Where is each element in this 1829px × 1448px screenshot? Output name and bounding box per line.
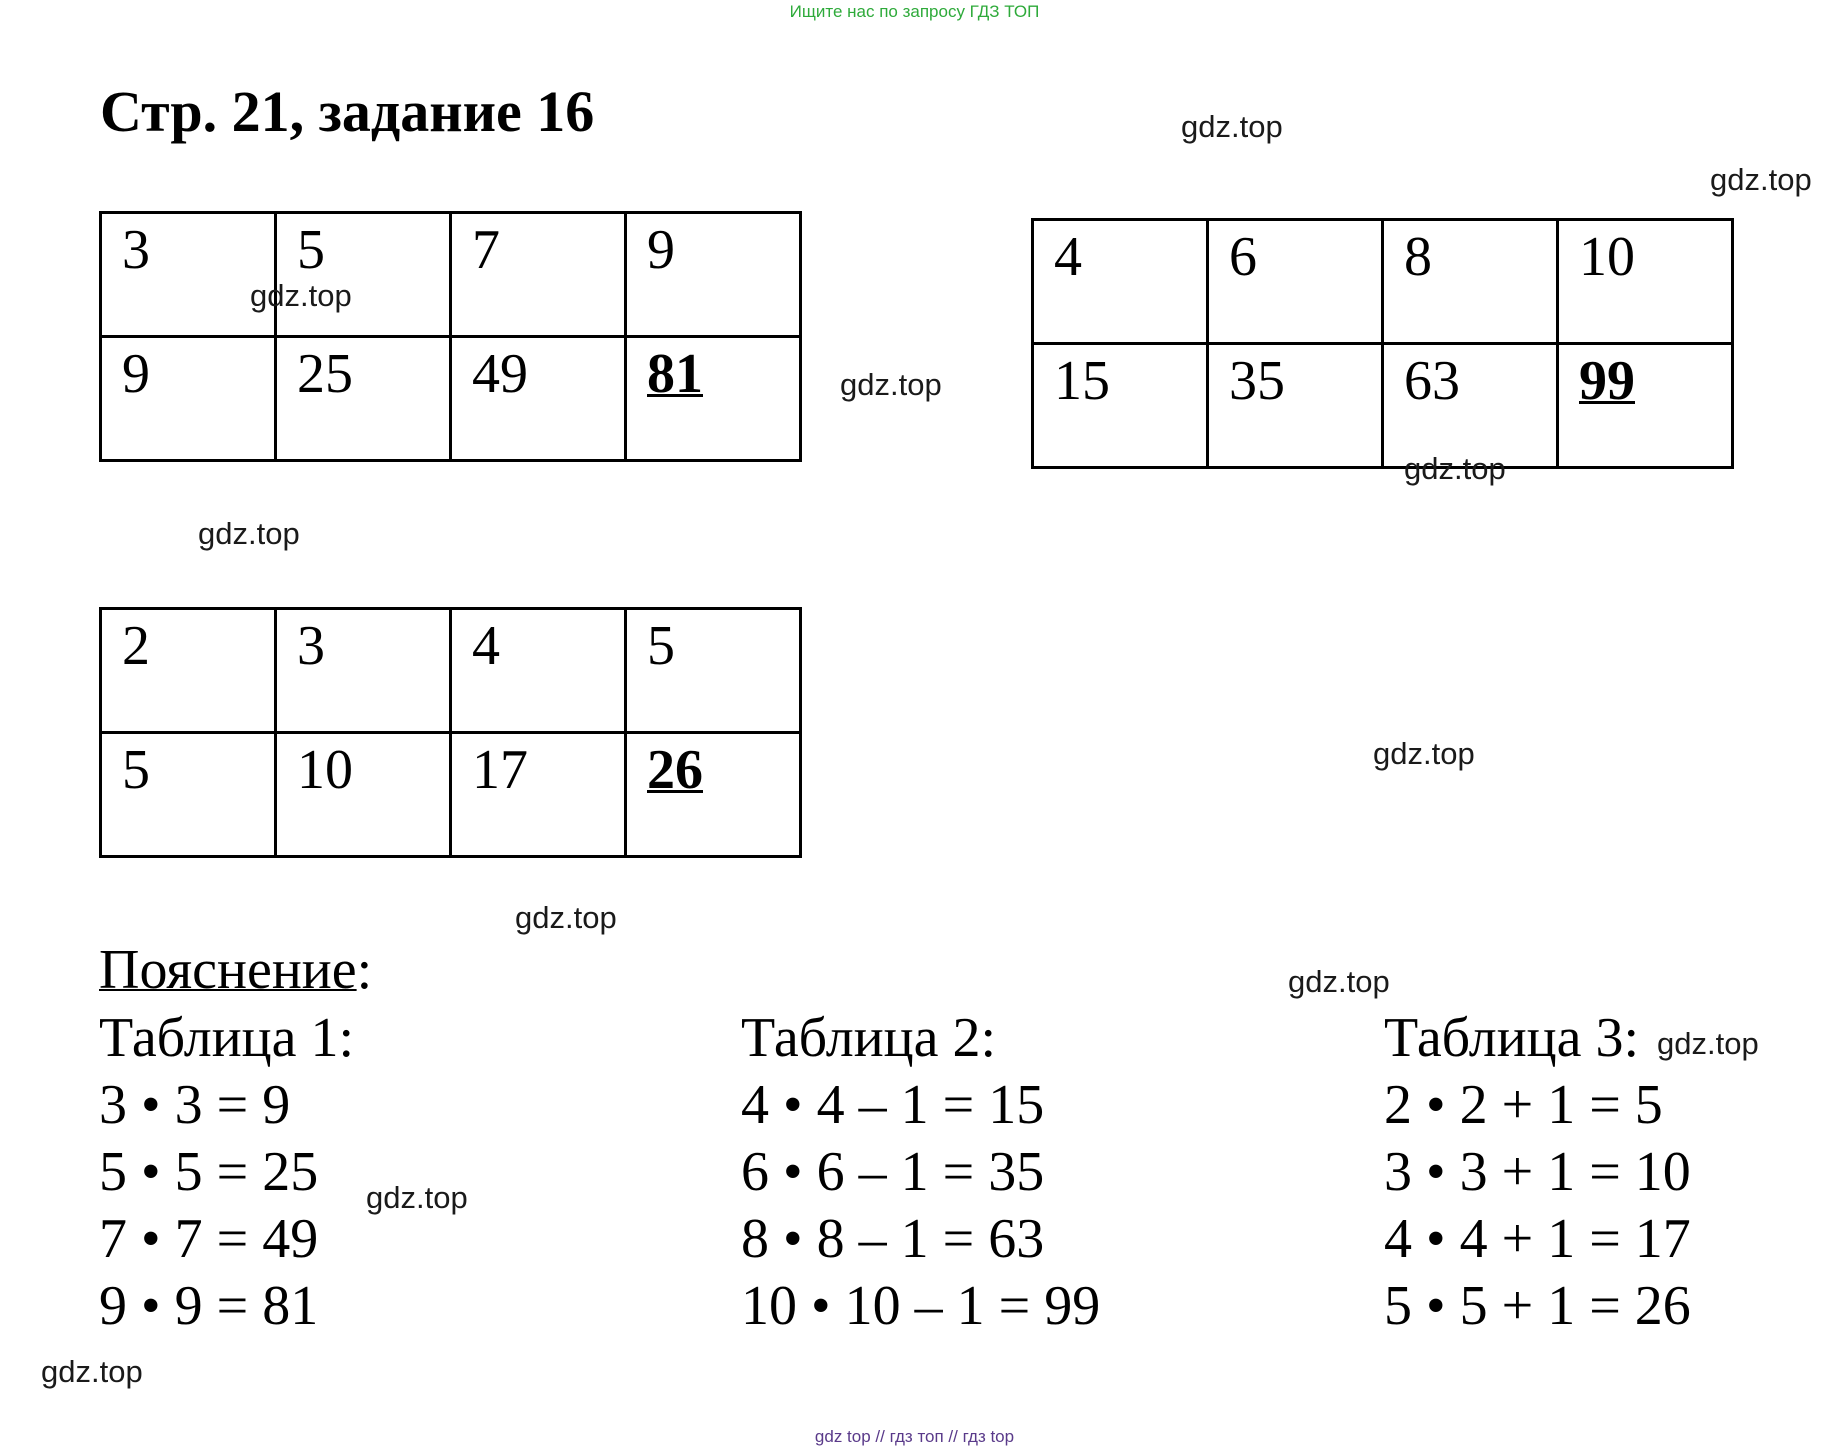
equation-line: 3 • 3 + 1 = 10 — [1384, 1141, 1691, 1203]
table-cell: 5 — [276, 213, 451, 337]
watermark: gdz.top — [41, 1354, 143, 1389]
table-cell: 25 — [276, 337, 451, 461]
table-cell: 9 — [626, 213, 801, 337]
table-row — [101, 609, 801, 733]
equation-line: 8 • 8 – 1 = 63 — [741, 1208, 1045, 1270]
watermark: gdz.top — [1710, 162, 1812, 197]
equation-line: 5 • 5 = 25 — [99, 1141, 319, 1203]
watermark: gdz.top — [1288, 964, 1390, 999]
table-row — [101, 213, 801, 337]
watermark: gdz.top — [1373, 736, 1475, 771]
table-cell: 17 — [451, 733, 626, 857]
table-cell: 3 — [276, 609, 451, 733]
column-label: Таблица 1: — [99, 1007, 355, 1069]
table-cell: 2 — [101, 609, 276, 733]
table-row — [1033, 220, 1733, 344]
answer-cell: 99 — [1558, 344, 1733, 468]
number-table-3 — [99, 607, 802, 858]
equation-line: 7 • 7 = 49 — [99, 1208, 319, 1270]
watermark: gdz.top — [1657, 1026, 1759, 1061]
watermark: gdz.top — [1181, 109, 1283, 144]
table-cell: 35 — [1208, 344, 1383, 468]
table-cell: 4 — [451, 609, 626, 733]
watermark: gdz.top — [366, 1180, 468, 1215]
table-cell: 6 — [1208, 220, 1383, 344]
table-cell: 4 — [1033, 220, 1208, 344]
watermark: gdz.top — [250, 278, 352, 313]
table-cell: 5 — [626, 609, 801, 733]
equation-line: 4 • 4 – 1 = 15 — [741, 1074, 1045, 1136]
explanation-column-3 — [1384, 1005, 1691, 1340]
table-cell: 9 — [101, 337, 276, 461]
explanation-heading-text: Пояснение — [99, 939, 357, 1001]
equation-line: 6 • 6 – 1 = 35 — [741, 1141, 1045, 1203]
table-cell: 3 — [101, 213, 276, 337]
equation-line: 5 • 5 + 1 = 26 — [1384, 1275, 1691, 1337]
table-row — [101, 733, 801, 857]
table-cell: 5 — [101, 733, 276, 857]
equation-line: 3 • 3 = 9 — [99, 1074, 291, 1136]
explanation-heading — [99, 938, 372, 1002]
table-cell: 10 — [276, 733, 451, 857]
equation-line: 2 • 2 + 1 = 5 — [1384, 1074, 1663, 1136]
table-cell: 63 — [1383, 344, 1558, 468]
table-cell: 8 — [1383, 220, 1558, 344]
table-cell: 15 — [1033, 344, 1208, 468]
explanation-column-2 — [741, 1005, 1100, 1340]
column-label: Таблица 2: — [741, 1007, 997, 1069]
table-cell: 7 — [451, 213, 626, 337]
equation-line: 10 • 10 – 1 = 99 — [741, 1275, 1101, 1337]
table-cell: 49 — [451, 337, 626, 461]
answer-cell: 26 — [626, 733, 801, 857]
number-table-1 — [99, 211, 802, 462]
page-title: Стр. 21, задание 16 — [100, 79, 595, 144]
watermark: gdz.top — [515, 900, 617, 935]
explanation-heading-colon: : — [356, 939, 373, 1001]
equation-line: 9 • 9 = 81 — [99, 1275, 319, 1337]
table-row — [101, 337, 801, 461]
explanation-column-1 — [99, 1005, 354, 1340]
footer-links[interactable]: gdz top // гдз топ // гдз top — [814, 1427, 1015, 1446]
number-table-2 — [1031, 218, 1734, 469]
header-search-link[interactable]: Ищите нас по запросу ГДЗ ТОП — [789, 2, 1040, 21]
equation-line: 4 • 4 + 1 = 17 — [1384, 1208, 1691, 1270]
watermark: gdz.top — [198, 516, 300, 551]
watermark: gdz.top — [1404, 451, 1506, 486]
table-cell: 10 — [1558, 220, 1733, 344]
answer-cell: 81 — [626, 337, 801, 461]
watermark: gdz.top — [840, 367, 942, 402]
table-row — [1033, 344, 1733, 468]
column-label: Таблица 3: — [1384, 1007, 1640, 1069]
